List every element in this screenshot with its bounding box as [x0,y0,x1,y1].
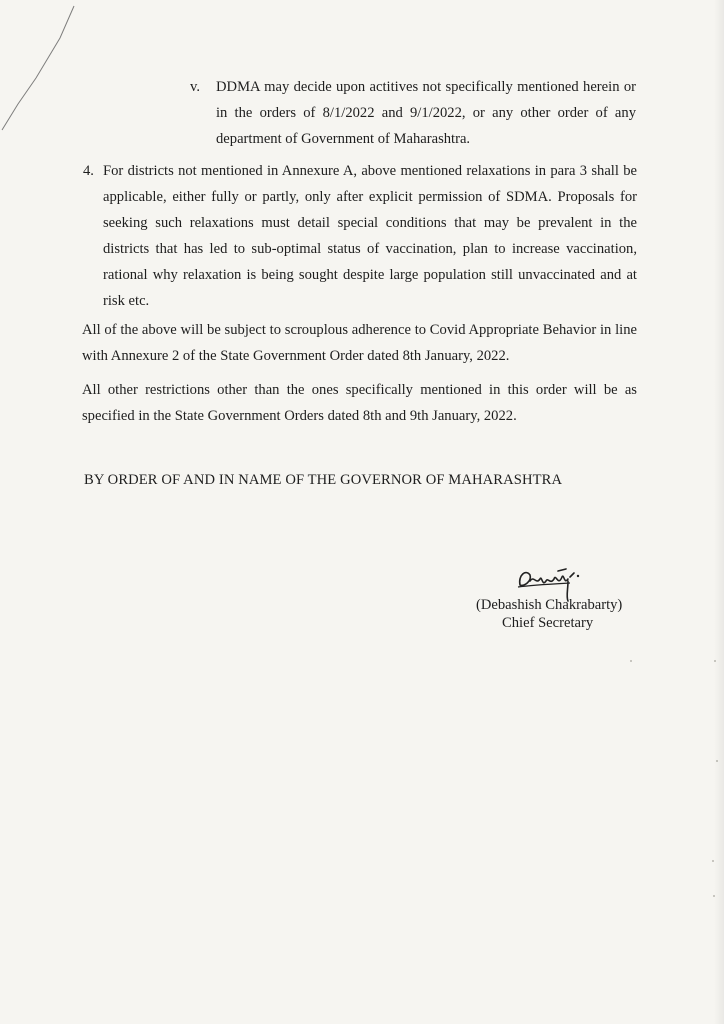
restrictions-paragraph: All other restrictions other than the ones specifically mentioned in this order will be as specified in the State Government Orders dated 8th and 9th January, 2022. [82,382,637,424]
clause-v-text: DDMA may decide upon actitives not specifically mentioned herein or in the orders of 8/1/2022 and 9/1/2022, or any other order of any department of Government of Maharashtra. [216,79,636,147]
signatory-title: Chief Secretary [502,615,594,631]
list-marker-4: 4. [83,163,94,179]
page-edge-shadow [714,0,724,1024]
paper-fold-mark [0,0,90,140]
clause-4-text: For districts not mentioned in Annexure A, above mentioned relaxations in para 3 shall be applicable, either fully or partly, only after explicit permission of SDMA. Proposals for seeking such relaxations must detail special conditions that may be prevalent in the districts that has led to sub-optimal status of vaccination, plan to increase vaccination, rational why relaxation is being sought despite large population still unvaccinated and at risk etc. [103,163,637,309]
scan-speck [630,660,632,662]
adherence-paragraph: All of the above will be subject to scrouplous adherence to Covid Appropriate Behavior in line with Annexure 2 of the State Government Order dated 8th January, 2022. [82,322,637,364]
by-order-line: BY ORDER OF AND IN NAME OF THE GOVERNOR OF MAHARASHTRA [84,472,563,488]
signatory-name: (Debashish Chakrabarty) [476,597,623,613]
list-marker-v: v. [190,79,200,95]
